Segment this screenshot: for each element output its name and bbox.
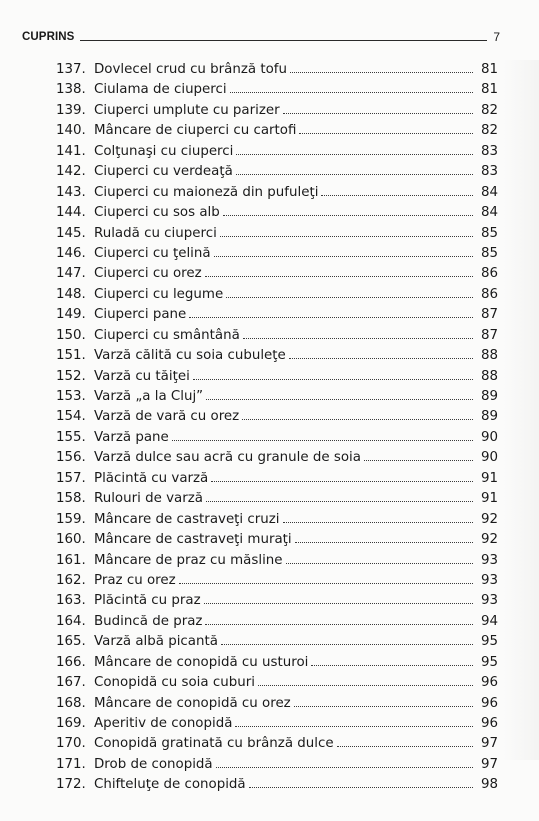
toc-entry [56, 591, 498, 611]
toc-entry-page: 88 [480, 368, 498, 384]
toc-entry-title: Plăcintă cu varză [94, 470, 209, 486]
toc-entry-title: Budincă de praz [94, 613, 203, 629]
toc-entry-page: 93 [480, 552, 498, 568]
toc-entry-title: Mâncare de conopidă cu usturoi [94, 654, 309, 670]
toc-entry-number: 164. [56, 613, 86, 629]
toc-entry-number: 137. [56, 62, 86, 77]
toc-entry [56, 489, 498, 509]
toc-entry-title: Praz cu orez [94, 572, 176, 588]
toc-entry [56, 632, 498, 652]
toc-entry-page: 83 [480, 143, 498, 159]
toc-entry-page: 86 [480, 286, 498, 302]
toc-entry [56, 367, 498, 387]
toc-entry-title: Varză „a la Cluj” [94, 389, 204, 404]
toc-dot-leader [321, 195, 473, 196]
toc-dot-leader [206, 501, 473, 502]
toc-entry-number: 144. [56, 205, 86, 221]
toc-dot-leader [283, 113, 473, 114]
toc-entry-title: Mâncare de praz cu măsline [94, 552, 283, 568]
toc-dot-leader [193, 379, 473, 380]
toc-dot-leader [337, 746, 473, 747]
toc-entry-number: 154. [56, 409, 86, 425]
toc-entry-title: Ciuperci cu smântână [94, 327, 240, 343]
page-edge-shadow [503, 60, 539, 760]
toc-entry [56, 448, 498, 468]
toc-entry-number: 145. [56, 225, 86, 241]
toc-entry-page: 86 [480, 266, 498, 282]
toc-dot-leader [299, 133, 473, 134]
toc-entry-title: Conopidă cu soia cuburi [94, 675, 255, 691]
toc-entry-page: 90 [480, 429, 498, 445]
toc-entry [56, 694, 498, 714]
toc-dot-leader [220, 236, 473, 237]
toc-entry [56, 530, 498, 550]
toc-entry-title: Aperitiv de conopidă [94, 716, 233, 731]
toc-entry-number: 166. [56, 654, 86, 670]
toc-entry-title: Ciuperci umplute cu parizer [94, 102, 280, 118]
toc-entry-page: 87 [480, 307, 498, 323]
toc-dot-leader [235, 726, 473, 727]
toc-entry-number: 171. [56, 756, 86, 772]
toc-entry-title: Conopidă gratinată cu brânză dulce [94, 736, 334, 752]
toc-entry-page: 91 [480, 470, 498, 486]
toc-entry [56, 387, 498, 407]
header-title: CUPRINS [22, 31, 75, 43]
toc-entry-number: 160. [56, 532, 86, 548]
toc-entry-page: 95 [480, 654, 498, 670]
toc-dot-leader [242, 419, 473, 420]
toc-entry-number: 139. [56, 102, 86, 118]
header-rule [80, 40, 487, 41]
toc-entry-title: Ciuperci cu sos alb [94, 205, 220, 221]
toc-dot-leader [221, 644, 473, 645]
toc-dot-leader [364, 460, 473, 461]
toc-entry [56, 326, 498, 346]
toc-dot-leader [214, 256, 473, 257]
toc-entry [56, 60, 498, 80]
toc-dot-leader [216, 767, 473, 768]
toc-entry-title: Varză călită cu soia cubuleţe [94, 348, 286, 364]
toc-entry-page: 95 [480, 634, 498, 650]
toc-entry-page: 96 [480, 675, 498, 691]
table-of-contents [56, 60, 498, 796]
toc-entry-title: Mâncare de castraveţi muraţi [94, 532, 292, 548]
toc-entry-number: 169. [56, 716, 86, 731]
toc-entry-number: 141. [56, 143, 86, 159]
toc-entry-number: 157. [56, 470, 86, 486]
toc-entry [56, 653, 498, 673]
toc-entry-number: 148. [56, 286, 86, 302]
toc-entry-page: 92 [480, 511, 498, 527]
toc-entry-number: 140. [56, 123, 86, 139]
toc-entry-number: 146. [56, 245, 86, 261]
toc-dot-leader [311, 665, 473, 666]
toc-entry [56, 142, 498, 162]
toc-entry-title: Mâncare de conopidă cu orez [94, 695, 291, 711]
toc-entry-title: Ciuperci cu orez [94, 266, 202, 282]
toc-entry-number: 168. [56, 695, 86, 711]
toc-entry [56, 80, 498, 100]
toc-entry-page: 98 [480, 777, 498, 793]
toc-dot-leader [179, 583, 473, 584]
toc-entry-page: 91 [480, 491, 498, 507]
toc-entry-page: 94 [480, 613, 498, 629]
toc-entry-page: 92 [480, 532, 498, 548]
toc-entry [56, 285, 498, 305]
toc-entry-number: 167. [56, 675, 86, 691]
toc-entry-page: 82 [480, 123, 498, 139]
toc-dot-leader [236, 174, 473, 175]
toc-entry-page: 84 [480, 184, 498, 200]
toc-entry-number: 156. [56, 450, 86, 466]
toc-entry-title: Ciuperci cu maioneză din pufuleţi [94, 184, 319, 200]
toc-entry-title: Varză albă picantă [94, 634, 218, 650]
toc-entry-page: 81 [480, 82, 498, 98]
toc-dot-leader [206, 399, 473, 400]
header-page-number: 7 [493, 30, 500, 44]
toc-entry-number: 143. [56, 184, 86, 200]
toc-entry-title: Colţunaşi cu ciuperci [94, 143, 234, 159]
toc-dot-leader [295, 542, 473, 543]
toc-entry-number: 150. [56, 327, 86, 343]
toc-dot-leader [258, 685, 473, 686]
toc-entry [56, 183, 498, 203]
toc-dot-leader [172, 440, 473, 441]
toc-entry-page: 93 [480, 593, 498, 609]
toc-dot-leader [226, 297, 473, 298]
toc-entry-number: 138. [56, 82, 86, 98]
toc-entry [56, 224, 498, 244]
toc-entry-number: 159. [56, 511, 86, 527]
toc-entry-title: Varză dulce sau acră cu granule de soia [94, 450, 361, 466]
toc-entry [56, 346, 498, 366]
toc-dot-leader [189, 317, 473, 318]
toc-entry-page: 85 [480, 245, 498, 261]
toc-entry-number: 165. [56, 634, 86, 650]
toc-entry-number: 158. [56, 491, 86, 507]
toc-entry [56, 305, 498, 325]
toc-entry-title: Ciulama de ciuperci [94, 82, 227, 98]
toc-entry-number: 161. [56, 552, 86, 568]
toc-entry [56, 469, 498, 489]
toc-dot-leader [249, 787, 473, 788]
toc-entry-page: 84 [480, 205, 498, 221]
toc-entry [56, 755, 498, 775]
toc-entry-title: Varză pane [94, 429, 169, 445]
toc-entry [56, 551, 498, 571]
toc-entry-number: 153. [56, 389, 86, 404]
toc-entry-title: Dovlecel crud cu brânză tofu [94, 62, 288, 77]
toc-dot-leader [211, 481, 473, 482]
toc-entry-number: 170. [56, 736, 86, 752]
toc-entry-title: Varză de vară cu orez [94, 409, 240, 425]
toc-entry-number: 152. [56, 368, 86, 384]
toc-entry-page: 90 [480, 450, 498, 466]
toc-entry [56, 121, 498, 141]
toc-entry-number: 162. [56, 572, 86, 588]
toc-entry [56, 407, 498, 427]
toc-entry-page: 83 [480, 164, 498, 180]
toc-dot-leader [205, 624, 473, 625]
toc-entry-number: 142. [56, 164, 86, 180]
toc-entry [56, 101, 498, 121]
toc-entry [56, 203, 498, 223]
toc-entry [56, 734, 498, 754]
toc-entry-title: Ciuperci pane [94, 307, 187, 323]
toc-entry [56, 162, 498, 182]
toc-dot-leader [236, 154, 473, 155]
toc-entry-page: 96 [480, 695, 498, 711]
toc-entry-title: Ciuperci cu verdeaţă [94, 164, 233, 180]
toc-dot-leader [289, 358, 473, 359]
toc-entry [56, 673, 498, 693]
toc-entry-title: Drob de conopidă [94, 756, 213, 772]
toc-entry-number: 149. [56, 307, 86, 323]
toc-entry-page: 93 [480, 572, 498, 588]
toc-entry-title: Plăcintă cu praz [94, 593, 201, 609]
toc-entry-title: Ciuperci cu ţelină [94, 245, 211, 261]
toc-entry-page: 96 [480, 716, 498, 731]
toc-entry-number: 151. [56, 348, 86, 364]
toc-entry-page: 89 [480, 389, 498, 404]
toc-dot-leader [286, 563, 473, 564]
toc-dot-leader [294, 706, 473, 707]
toc-entry-page: 89 [480, 409, 498, 425]
toc-entry-title: Ciuperci cu legume [94, 286, 224, 302]
toc-entry-number: 155. [56, 429, 86, 445]
toc-entry-title: Varză cu tăiţei [94, 368, 190, 384]
toc-entry [56, 428, 498, 448]
toc-entry-page: 87 [480, 327, 498, 343]
toc-entry-page: 88 [480, 348, 498, 364]
toc-entry-page: 97 [480, 736, 498, 752]
toc-entry-number: 163. [56, 593, 86, 609]
toc-entry-page: 85 [480, 225, 498, 241]
toc-dot-leader [230, 92, 473, 93]
toc-entry [56, 264, 498, 284]
toc-entry-number: 147. [56, 266, 86, 282]
toc-dot-leader [204, 603, 473, 604]
toc-entry-title: Ruladă cu ciuperci [94, 225, 217, 241]
toc-entry [56, 612, 498, 632]
toc-dot-leader [283, 522, 473, 523]
toc-entry-page: 97 [480, 756, 498, 772]
toc-entry-title: Chifteluţe de conopidă [94, 777, 246, 793]
toc-entry [56, 571, 498, 591]
toc-dot-leader [205, 276, 473, 277]
running-header [22, 27, 502, 43]
toc-entry-title: Mâncare de castraveţi cruzi [94, 511, 280, 527]
toc-dot-leader [290, 72, 473, 73]
toc-entry-page: 81 [480, 62, 498, 77]
toc-entry [56, 714, 498, 734]
toc-dot-leader [223, 215, 473, 216]
toc-entry-number: 172. [56, 777, 86, 793]
toc-entry-page: 82 [480, 102, 498, 118]
toc-entry-title: Mâncare de ciuperci cu cartofi [94, 123, 297, 139]
toc-entry [56, 775, 498, 795]
toc-entry-title: Rulouri de varză [94, 491, 203, 507]
toc-dot-leader [243, 338, 473, 339]
toc-entry [56, 510, 498, 530]
toc-entry [56, 244, 498, 264]
